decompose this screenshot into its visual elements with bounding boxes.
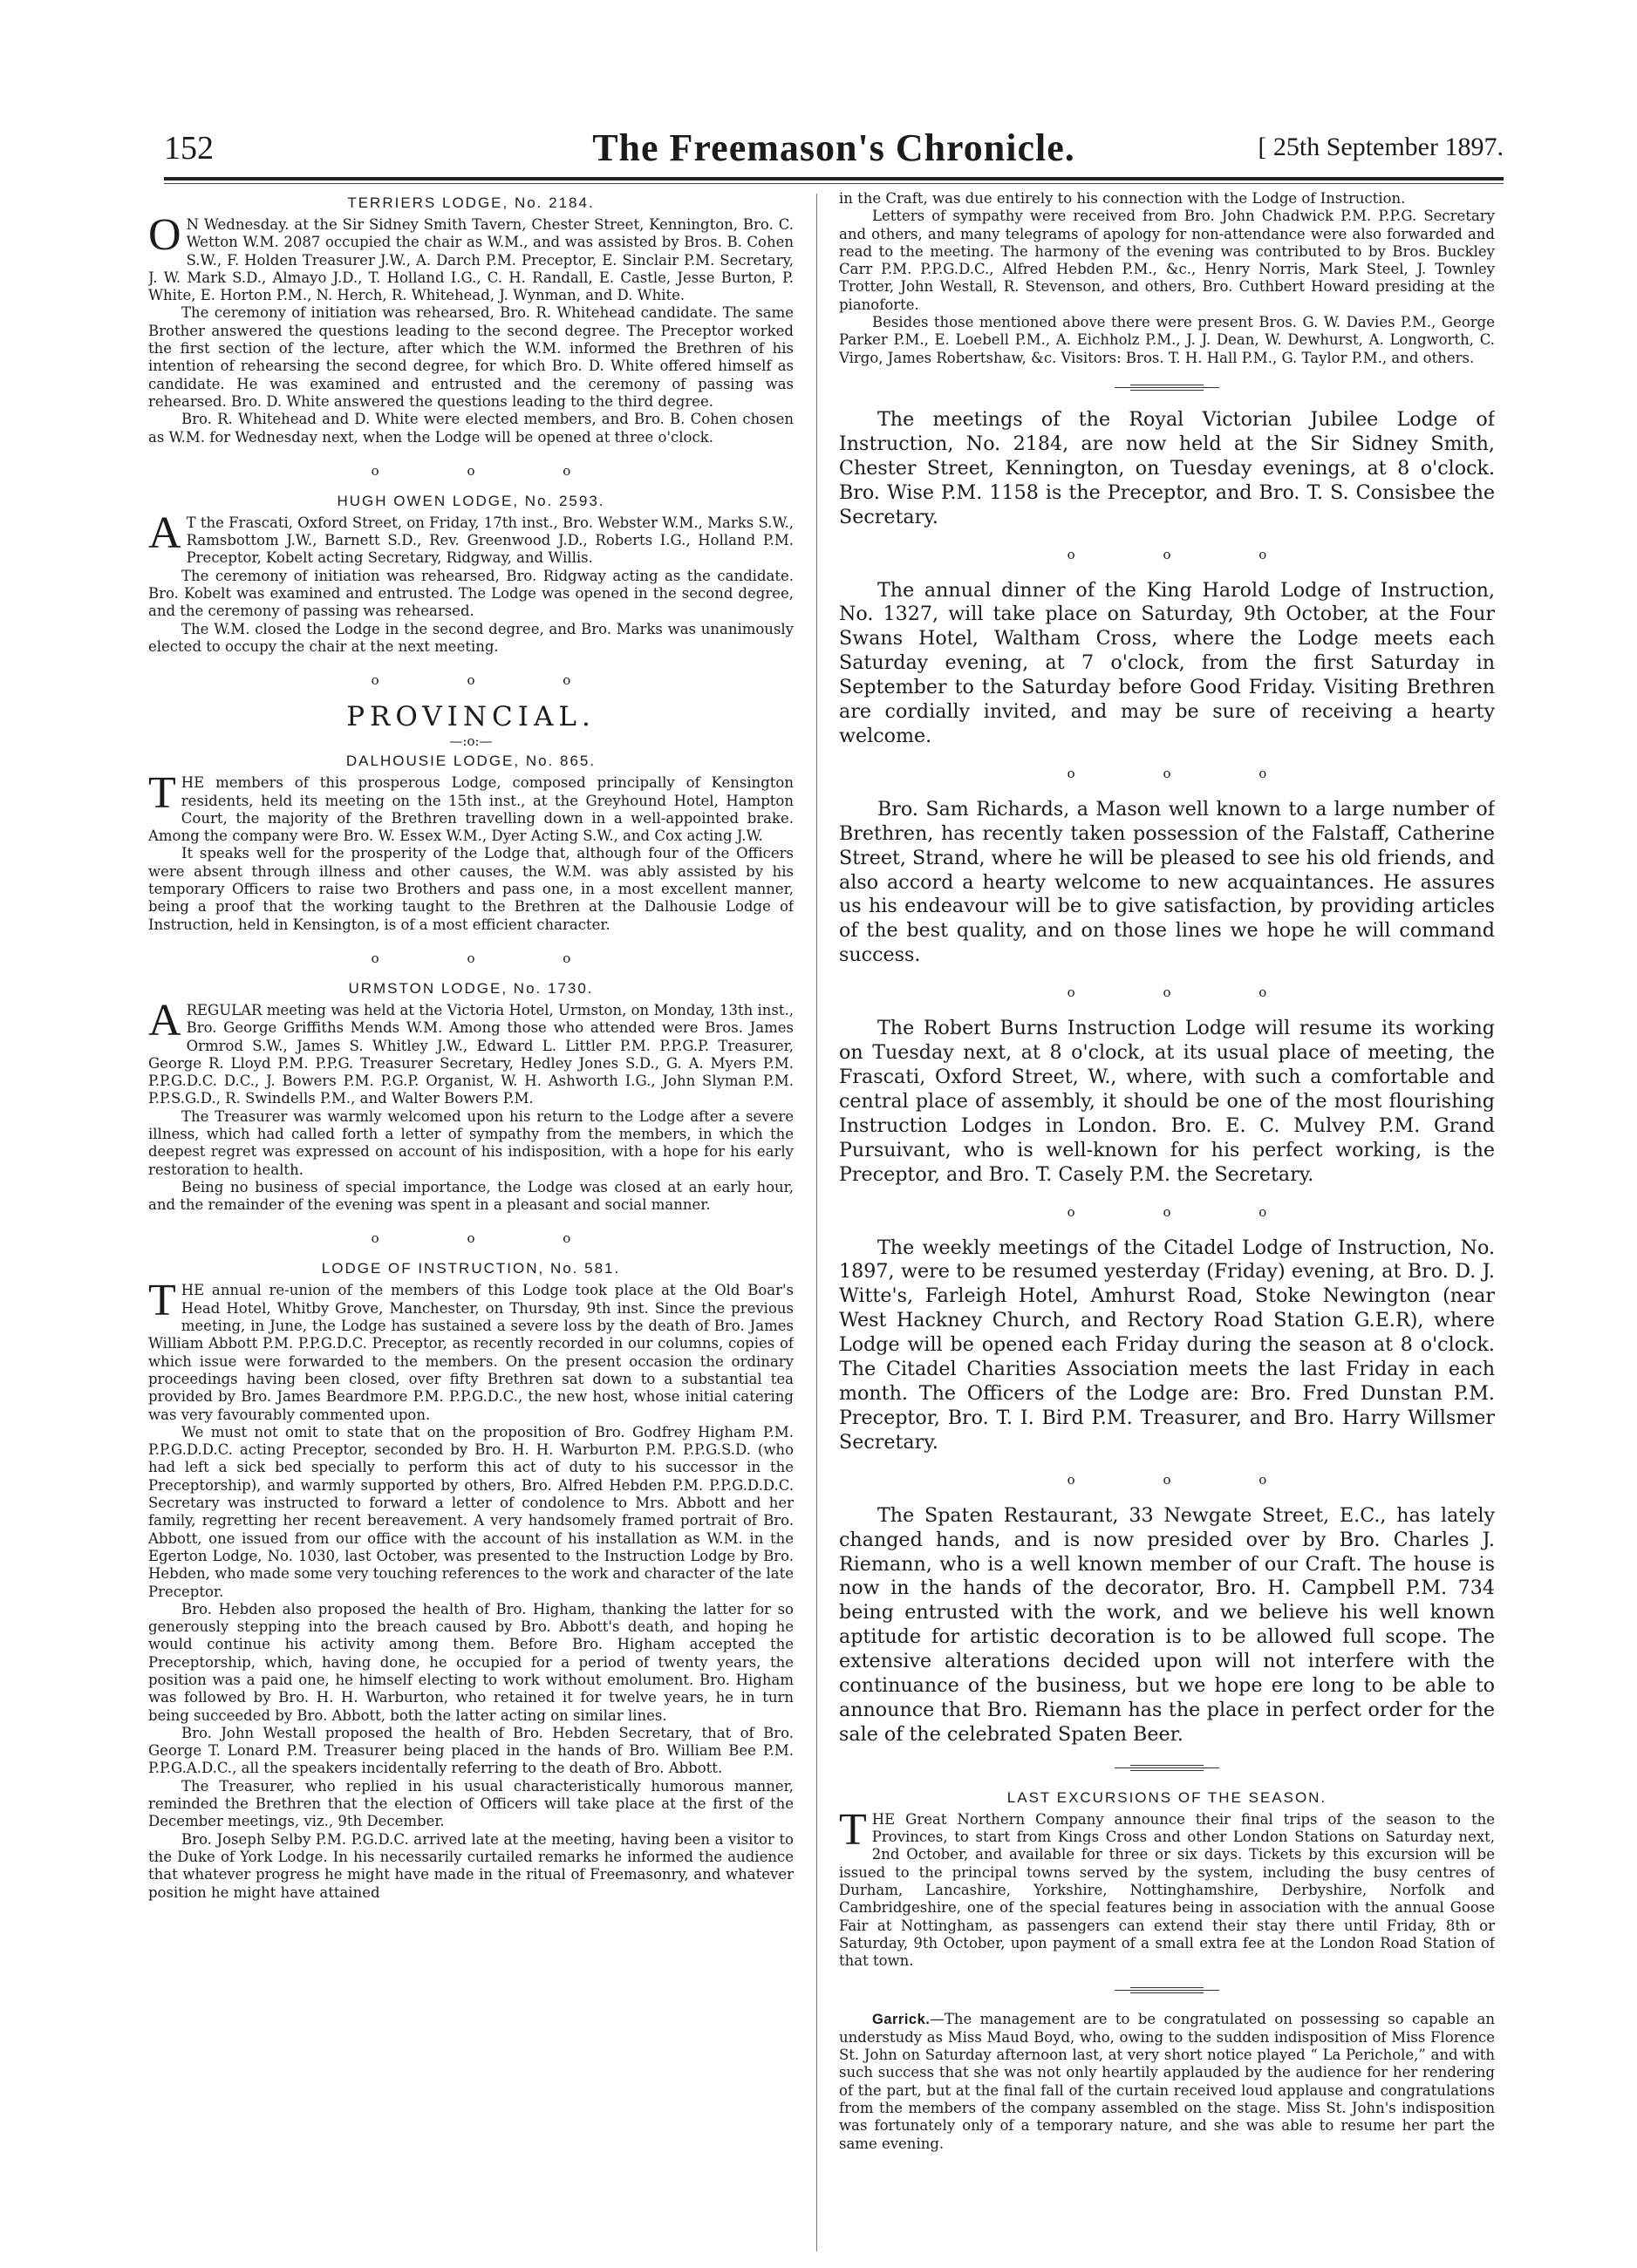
notice-paragraph: The annual dinner of the King Harold Lodge of Instruction, No. 1327, will take place on Saturday, 9th October, at the Four Swans Hotel, Waltham Cross, where the Lodge meets each Saturday evening, at 7 o'clock, from the first Saturday in September to the Saturday before Good Friday. Visiting Brethren are cordially invited, and may be sure of receiving a hearty welcome. [839,578,1495,747]
article-paragraph: Besides those mentioned above there were present Bros. G. W. Davies P.M., George Parker P.M., E. Loebell P.M., A. Eichholz P.M., J. J. Dean, W. Dewhurst, A. Longworth, C. Virgo, James Robertshaw, &c. Visitors: Bros. T. H. Hall P.M., G. Taylor P.M., and others. [839,314,1495,366]
provincial-subrule: —:o:— [449,733,493,750]
header-rule [164,177,1504,180]
ornamental-rule [1115,385,1219,391]
drop-cap: A [148,995,181,1045]
section-separator: o o o [1067,1203,1309,1220]
ornamental-rule [1115,1765,1219,1771]
section-separator: o o o [371,672,613,689]
article-paragraph: It speaks well for the prosperity of the Lodge that, although four of the Officers were absent through illness and other causes, the W.M. was ably assisted by his temporary Officers to raise two Brothers and pass one, in a most excellent manner, being a proof that the working taught to the Brethren at the Dalhousie Lodge of Instruction, held in Kensington, is of a most efficient character. [148,845,794,933]
article-paragraph: We must not omit to state that on the proposition of Bro. Godfrey Higham P.M. P.P.G.D.D.C. acting Preceptor, seconded by Bro. H. H. Warburton P.M. P.P.G.S.D. (who had left a sick bed specially to perform this act of duty to his successor in the Preceptorship), and warmly supported by others, Bro. Alfred Hebden P.M. P.P.G.D.D.C. Secretary was instructed to forward a letter of condolence to Mrs. Abbott and her family, regretting her recent bereavement. A very handsomely framed portrait of Bro. Abbott, one issued from our office with the account of his installation as W.M. in the Egerton Lodge, No. 1030, last October, was presented to the Instruction Lodge by Bro. Hebden, who made some very touching references to the work and character of the late Preceptor. [148,1423,794,1600]
column-divider [816,194,817,2251]
drop-cap: O [148,210,181,260]
issue-date: [ 25th September 1897. [1258,133,1504,161]
article-paragraph: Bro. R. Whitehead and D. White were elected members, and Bro. B. Cohen chosen as W.M. for Wednesday next, when the Lodge will be opened at three o'clock. [148,411,794,446]
right-column [839,190,1495,2153]
section-separator: o o o [371,462,613,479]
page-header [164,126,1504,174]
article-paragraph: THE Great Northern Company announce their final trips of the season to the Provinces, to start from Kings Cross and other London Stations on Saturday next, 2nd October, and available for three or six days. Tickets by this excursion will be issued to the principal towns served by the system, including the busy centres of Durham, Lancashire, Yorkshire, Nottinghamshire, Derbyshire, Norfolk and Cambridgeshire, one of the special features being in association with the annual Goose Fair at Nottingham, as passengers can extend their stay there until Friday, 8th or Saturday, 9th October, upon payment of a small extra fee at the London Road Station of that town. [839,1804,1495,1970]
section-separator: o o o [1067,546,1309,562]
article-paragraph: in the Craft, was due entirely to his connection with the Lodge of Instruction. [839,190,1406,207]
article-paragraph: THE members of this prosperous Lodge, composed principally of Kensington residents, held its meeting on the 15th inst., at the Greyhound Hotel, Hampton Court, the majority of the Brethren travelling down in a well-appointed brake. Among the company were Bro. W. Essex W.M., Dyer Acting S.W., and Cox acting J.W. [148,768,794,845]
section-separator: o o o [1067,984,1309,1001]
article-paragraph: Being no business of special importance, the Lodge was closed at an early hour, and the remainder of the evening was spent in a pleasant and social manner. [148,1178,794,1214]
left-column [148,190,794,1902]
section-separator: o o o [371,950,613,966]
notice-paragraph: The weekly meetings of the Citadel Lodge of Instruction, No. 1897, were to be resumed yesterday (Friday) evening, at Bro. D. J. Witte's, Farleigh Hotel, Amhurst Road, Stoke Newington (near West Hackney Church, and Rectory Road Station G.E.R), where Lodge will be opened each Friday during the season at 8 o'clock. The Citadel Charities Association meets the last Friday in each month. The Officers of the Lodge are: Bro. Fred Dunstan P.M. Preceptor, Bro. T. I. Bird P.M. Treasurer, and Bro. Harry Willsmer Secretary. [839,1236,1495,1454]
article-paragraph: AREGULAR meeting was held at the Victoria Hotel, Urmston, on Monday, 13th inst., Bro. George Griffiths Mends W.M. Among those who attended were Bros. James Ormrod S.W., James S. Whitley J.W., Edward L. Littler P.M. P.P.G.P. Treasurer, George R. Lloyd P.M. P.P.G. Treasurer Secretary, Hedley Jones S.D., G. A. Myers P.M. P.P.G.D.C. D.C., J. Bowers P.M. P.G.P. Organist, W. H. Ashworth I.G., John Slyman P.M. P.P.S.G.D., R. Swindells P.M., and Walter Bowers P.M. [148,995,794,1107]
excursions-article [839,1788,1495,1971]
notices [839,408,1495,1747]
drop-cap: T [148,1276,176,1326]
drop-cap: T [148,768,176,819]
article-paragraph: The ceremony of initiation was rehearsed, Bro. Ridgway acting as the candidate. Bro. Kobelt was examined and entrusted. The Lodge was opened in the second degree, and the ceremony of passing was rehearsed. [148,567,794,620]
notice-paragraph: The meetings of the Royal Victorian Jubilee Lodge of Instruction, No. 2184, are now held at the Sir Sidney Smith, Chester Street, Kennington, on Tuesday evenings, at 8 o'clock. Bro. Wise P.M. 1158 is the Preceptor, and Bro. T. S. Consisbee the Secretary. [839,407,1495,528]
section-separator: o o o [371,1230,613,1247]
drop-cap: A [148,507,181,558]
article-paragraph: The W.M. closed the Lodge in the second degree, and Bro. Marks was unanimously elected to occupy the chair at the next meeting. [148,620,794,655]
article-paragraph: Bro. John Westall proposed the health of Bro. Hebden Secretary, that of Bro. George T. Lonard P.M. Treasurer being placed in the hands of Bro. William Bee P.M. P.P.G.A.D.C., all the speakers incidentally referring to the death of Bro. Abbott. [148,1724,794,1777]
section-heading: HUGH OWEN LODGE, No. 2593. [337,492,605,509]
section-heading: URMSTON LODGE, No. 1730. [348,979,594,997]
article-paragraph: O N Wednesday. at the Sir Sidney Smith Tavern, Chester Street, Kennington, Bro. C. Wetton W.M. 2087 occupied the chair as W.M., and was assisted by Bros. B. Cohen S.W., F. Holden Treasurer J.W., A. Darch P.M. Preceptor, E. Sinclair P.M. Secretary, J. W. Mark S.D., Almayo J.D., T. Holland I.G., C. H. Randall, E. Castle, Jesse Burton, P. White, E. Horton P.M., N. Herch, R. Whitehead, J. Wynman, and D. White. [148,210,794,304]
section-heading: TERRIERS LODGE, No. 2184. [347,194,595,211]
garrick-article [839,2011,1495,2152]
article-paragraph: Garrick.—The management are to be congratulated on possessing so capable an understudy as Miss Maud Boyd, who, owing to the sudden indisposition of Miss Florence St. John on Saturday afternoon last, at very short notice played “ La Perichole,” and with such success that she was not only heartily applauded by the audience for her rendering of the part, but at the final fall of the curtain received loud applause and congratulations from the members of the company assembled on the stage. Miss St. John's indisposition was fortunately only of a temporary nature, and she was able to resume her part the same evening. [839,2011,1495,2152]
continued-article [839,190,1495,367]
section-separator: o o o [1067,765,1309,781]
ornamental-rule [1115,1987,1219,1993]
notice-paragraph: The Spaten Restaurant, 33 Newgate Street, E.C., has lately changed hands, and is now presided over by Bro. Charles J. Riemann, who is a well known member of our Craft. The house is now in the hands of the decorator, Bro. H. Campbell P.M. 734 being entrusted with the work, and we believe his well known aptitude for artistic decoration is to be allowed full scope. The extensive alterations decided upon will not interfere with the continuance of the business, but we hope ere long to be able to announce that Bro. Riemann has the place in perfect order for the sale of the celebrated Spaten Beer. [839,1503,1495,1746]
page-number: 152 [164,130,214,167]
article-paragraph: A T the Frascati, Oxford Street, on Friday, 17th inst., Bro. Webster W.M., Marks S.W., Ramsbottom J.W., Barnett S.D., Rev. Greenwood J.D., Roberts I.G., Holland P.M. Preceptor, Kobelt acting Secretary, Ridgway, and Willis. [148,507,794,567]
article-paragraph: THE annual re-union of the members of this Lodge took place at the Old Boar's Head Hotel, Whitby Grove, Manchester, on Thursday, 9th inst. Since the previous meeting, in June, the Lodge has sustained a severe loss by the death of Bro. James William Abbott P.M. P.P.G.D.C. Preceptor, as recently recorded in our columns, copies of which issue were forwarded to the members. On the present occasion the ordinary proceedings having been closed, over fifty Brethren sat down to a substantial tea provided by Bro. James Beardmore P.M. P.P.G.D.C., the new host, whose initial catering was very favourably commented upon. [148,1276,794,1423]
run-in-heading: Garrick. [872,2012,931,2028]
article-paragraph: The Treasurer was warmly welcomed upon his return to the Lodge after a severe illness, which had called forth a letter of sympathy from the members, in which the deepest regret was expressed on account of his indisposition, with a hope for his early restoration to health. [148,1107,794,1178]
section-heading: LODGE OF INSTRUCTION, No. 581. [321,1260,621,1277]
article-paragraph: The Treasurer, who replied in his usual characteristically humorous manner, reminded the Brethren that the election of Officers will take place at the first of the December meetings, viz., 9th December. [148,1777,794,1830]
notice-paragraph: The Robert Burns Instruction Lodge will resume its working on Tuesday next, at 8 o'clock, at its usual place of meeting, the Frascati, Oxford Street, W., where, with such a comfortable and central place of assembly, it should be one of the most flourishing Instruction Lodges in London. Bro. E. C. Mulvey P.M. Grand Pursuivant, who is well-known for his perfect working, is the Preceptor, and Bro. T. Casely P.M. the Secretary. [839,1017,1495,1186]
article-paragraph: Bro. Hebden also proposed the health of Bro. Higham, thanking the latter for so generously stepping into the breach caused by Bro. Abbott's death, and hoping he would continue his activity among them. Before Bro. Higham accepted the Preceptorship, which, having done, he occupied for a period of twenty years, the position was a paid one, he himself electing to work without emolument. Bro. Higham was followed by Bro. H. H. Warburton, who retained it for twelve years, he in turn being succeeded by Bro. Abbott, both the latter acting on similar lines. [148,1600,794,1724]
article-paragraph: Bro. Joseph Selby P.M. P.G.D.C. arrived late at the meeting, having been a visitor to the Duke of York Lodge. In his necessarily curtailed remarks he informed the audience that whatever progress he might have made in the ritual of Freemasonry, and whatever position he might have attained [148,1830,794,1901]
article-paragraph: The ceremony of initiation was rehearsed, Bro. R. Whitehead candidate. The same Brother answered the questions leading to the second degree. The Preceptor worked the first section of the lecture, after which the W.M. informed the Brethren of his intention of rehearsing the second degree, for which Bro. D. White offered himself as candidate. He was examined and entrusted and the ceremony of passing was rehearsed. Bro. D. White answered the questions leading to the third degree. [148,304,794,410]
notice-paragraph: Bro. Sam Richards, a Mason well known to a large number of Brethren, has recently taken possession of the Falstaff, Catherine Street, Strand, where he will be pleased to see his old friends, and also accord a hearty welcome to new acquaintances. He assures us his endeavour will be to give satisfaction, by providing articles of the best quality, and on those lines we hope he will command success. [839,797,1495,967]
header-rule-thin [164,183,1504,184]
article-paragraph: Letters of sympathy were received from Bro. John Chadwick P.M. P.P.G. Secretary and others, and many telegrams of apology for non-attendance were also forwarded and read to the meeting. The harmony of the evening was contributed to by Bros. Buckley Carr P.M. P.P.G.D.C., Alfred Hebden P.M., &c., Henry Norris, Mark Steel, J. Townley Trotter, John Westall, R. Stevenson, and others, Bro. Cuthbert Howard presiding at the pianoforte. [839,208,1495,313]
section-heading: LAST EXCURSIONS OF THE SEASON. [1006,1788,1327,1806]
section-separator: o o o [1067,1471,1309,1488]
drop-cap: T [839,1804,867,1855]
provincial-heading: PROVINCIAL. [346,701,596,733]
section-heading: DALHOUSIE LODGE, No. 865. [345,753,597,770]
masthead-title: The Freemason's Chronicle. [592,126,1075,169]
